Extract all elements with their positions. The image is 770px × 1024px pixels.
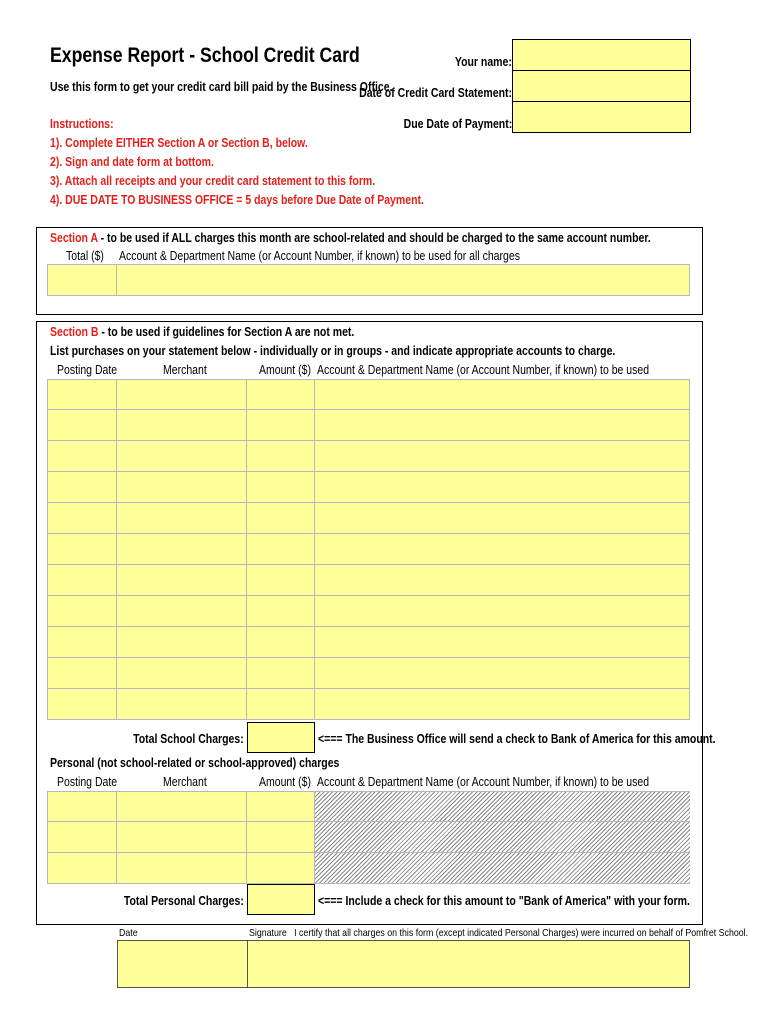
school-charge-amount-cell[interactable]	[247, 596, 315, 627]
signature-field[interactable]	[247, 940, 690, 988]
personal-charge-merchant-cell[interactable]	[117, 822, 247, 853]
date-label: Date	[119, 927, 138, 939]
personal-heading: Personal (not school-related or school-approved) charges	[50, 756, 340, 770]
section-a-heading	[50, 231, 651, 245]
school-charge-amount-cell[interactable]	[247, 472, 315, 503]
school-charge-merchant-cell[interactable]	[117, 565, 247, 596]
col-merchant: Merchant	[163, 363, 207, 377]
school-charge-amount-cell[interactable]	[247, 658, 315, 689]
section-a-col-account: Account & Department Name (or Account Number, if known) to be used for all charges	[119, 249, 520, 263]
school-charge-account-cell[interactable]	[315, 472, 690, 503]
personal-charge-posting-date-cell[interactable]	[47, 791, 117, 822]
section-b-label: Section B	[50, 325, 99, 339]
school-charge-account-cell[interactable]	[315, 565, 690, 596]
personal-charge-posting-date-cell[interactable]	[47, 822, 117, 853]
school-charge-amount-cell[interactable]	[247, 503, 315, 534]
school-charge-account-cell[interactable]	[315, 503, 690, 534]
school-charge-merchant-cell[interactable]	[117, 410, 247, 441]
section-a-col-total: Total ($)	[66, 249, 104, 263]
signature-label: Signature	[249, 927, 287, 939]
school-charge-amount-cell[interactable]	[247, 534, 315, 565]
personal-col-posting-date: Posting Date	[57, 775, 118, 789]
col-posting-date: Posting Date	[57, 363, 118, 377]
certification-text: I certify that all charges on this form (except indicated Personal Charges) were incurred on behalf of Pomfret School.	[294, 927, 749, 939]
personal-col-merchant: Merchant	[163, 775, 207, 789]
page-subtitle: Use this form to get your credit card bill paid by the Business Office.	[50, 80, 393, 94]
your-name-field[interactable]	[512, 39, 691, 71]
total-school-label: Total School Charges:	[133, 732, 244, 746]
your-name-label: Your name:	[455, 55, 512, 69]
instruction-item-1: 1). Complete EITHER Section A or Section B, below.	[50, 136, 308, 150]
instruction-item-2: 2). Sign and date form at bottom.	[50, 155, 214, 169]
section-a-label: Section A	[50, 231, 98, 245]
school-charge-posting-date-cell[interactable]	[47, 472, 117, 503]
personal-col-amount: Amount ($)	[259, 775, 311, 789]
section-b-instructions: List purchases on your statement below - individually or in groups - and indicate appropriate accounts to charge.	[50, 344, 616, 358]
col-account: Account & Department Name (or Account Number, if known) to be used	[317, 363, 650, 377]
personal-charge-amount-cell[interactable]	[247, 822, 315, 853]
school-charge-amount-cell[interactable]	[247, 379, 315, 410]
school-charge-merchant-cell[interactable]	[117, 379, 247, 410]
school-charge-amount-cell[interactable]	[247, 441, 315, 472]
school-charge-account-cell[interactable]	[315, 627, 690, 658]
personal-charge-account-disabled	[315, 791, 690, 822]
personal-charge-amount-cell[interactable]	[247, 853, 315, 884]
school-charge-amount-cell[interactable]	[247, 689, 315, 720]
school-charge-posting-date-cell[interactable]	[47, 534, 117, 565]
school-charge-amount-cell[interactable]	[247, 565, 315, 596]
statement-date-field[interactable]	[512, 70, 691, 102]
instruction-item-4: 4). DUE DATE TO BUSINESS OFFICE = 5 days before Due Date of Payment.	[50, 193, 424, 207]
school-charge-posting-date-cell[interactable]	[47, 689, 117, 720]
school-charge-account-cell[interactable]	[315, 441, 690, 472]
personal-col-account: Account & Department Name (or Account Number, if known) to be used	[317, 775, 650, 789]
school-charge-merchant-cell[interactable]	[117, 596, 247, 627]
signature-line-label	[249, 927, 748, 939]
instruction-item-3: 3). Attach all receipts and your credit card statement to this form.	[50, 174, 376, 188]
school-charge-posting-date-cell[interactable]	[47, 379, 117, 410]
section-b-heading	[50, 325, 354, 339]
col-amount: Amount ($)	[259, 363, 311, 377]
school-charge-posting-date-cell[interactable]	[47, 596, 117, 627]
school-charge-merchant-cell[interactable]	[117, 534, 247, 565]
total-school-field[interactable]	[247, 722, 315, 753]
section-a-total-input[interactable]	[47, 264, 117, 296]
school-charge-account-cell[interactable]	[315, 658, 690, 689]
school-charge-merchant-cell[interactable]	[117, 658, 247, 689]
personal-charge-amount-cell[interactable]	[247, 791, 315, 822]
school-charge-merchant-cell[interactable]	[117, 472, 247, 503]
school-charge-account-cell[interactable]	[315, 534, 690, 565]
instructions-heading: Instructions:	[50, 117, 114, 131]
school-charge-posting-date-cell[interactable]	[47, 410, 117, 441]
due-date-field[interactable]	[512, 101, 691, 133]
section-a-account-input[interactable]	[117, 264, 690, 296]
personal-charge-account-disabled	[315, 853, 690, 884]
section-a-description: - to be used if ALL charges this month are school-related and should be charged to the same account number.	[97, 231, 651, 245]
total-personal-label: Total Personal Charges:	[123, 894, 244, 908]
school-charge-amount-cell[interactable]	[247, 410, 315, 441]
school-charge-posting-date-cell[interactable]	[47, 565, 117, 596]
school-charge-merchant-cell[interactable]	[117, 503, 247, 534]
school-charge-merchant-cell[interactable]	[117, 441, 247, 472]
school-charge-posting-date-cell[interactable]	[47, 441, 117, 472]
personal-charge-merchant-cell[interactable]	[117, 853, 247, 884]
school-charge-amount-cell[interactable]	[247, 627, 315, 658]
school-charge-account-cell[interactable]	[315, 379, 690, 410]
statement-date-label: Date of Credit Card Statement:	[359, 86, 512, 100]
due-date-label: Due Date of Payment:	[403, 117, 512, 131]
school-charge-account-cell[interactable]	[315, 596, 690, 627]
total-personal-note: <=== Include a check for this amount to "Bank of America" with your form.	[318, 894, 690, 908]
school-charge-account-cell[interactable]	[315, 410, 690, 441]
section-b-description: - to be used if guidelines for Section A are not met.	[98, 325, 355, 339]
school-charge-merchant-cell[interactable]	[117, 689, 247, 720]
school-charge-posting-date-cell[interactable]	[47, 658, 117, 689]
page-title: Expense Report - School Credit Card	[50, 44, 360, 67]
personal-charge-posting-date-cell[interactable]	[47, 853, 117, 884]
school-charge-posting-date-cell[interactable]	[47, 627, 117, 658]
school-charge-merchant-cell[interactable]	[117, 627, 247, 658]
personal-charge-merchant-cell[interactable]	[117, 791, 247, 822]
personal-charge-account-disabled	[315, 822, 690, 853]
total-school-note: <=== The Business Office will send a check to Bank of America for this amount.	[318, 732, 716, 746]
school-charge-account-cell[interactable]	[315, 689, 690, 720]
signature-date-field[interactable]	[117, 940, 248, 988]
total-personal-field[interactable]	[247, 884, 315, 915]
school-charge-posting-date-cell[interactable]	[47, 503, 117, 534]
